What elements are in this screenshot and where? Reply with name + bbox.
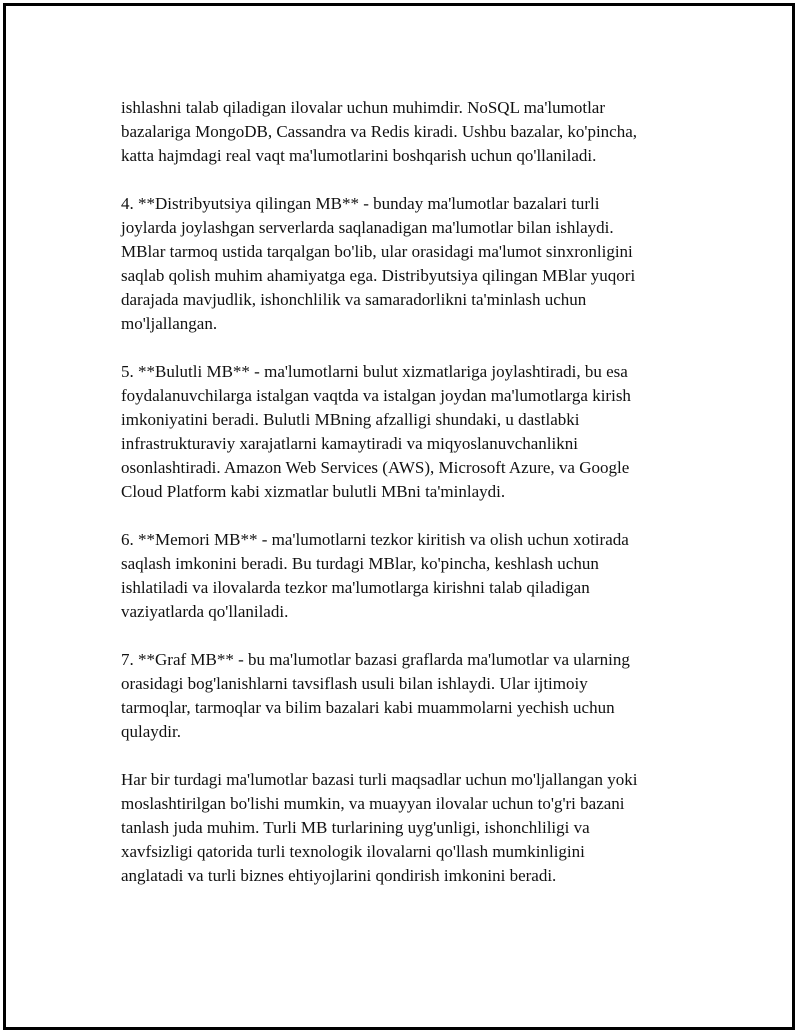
text-line: anglatadi va turli biznes ehtiyojlarini qondirish imkonini beradi. [121,866,557,885]
text-line: 5. **Bulutli MB** - ma'lumotlarni bulut xizmatlariga joylashtiradi, bu esa [121,362,628,381]
text-line: MBlar tarmoq ustida tarqalgan bo'lib, ular orasidagi ma'lumot sinxronligini [121,242,633,261]
text-line: 7. **Graf MB** - bu ma'lumotlar bazasi graflarda ma'lumotlar va ularning [121,650,630,669]
text-line: darajada mavjudlik, ishonchlilik va samaradorlikni ta'minlash uchun [121,290,587,309]
paragraph-cloud-db [121,360,701,504]
text-line: joylarda joylashgan serverlarda saqlanadigan ma'lumotlar bilan ishlaydi. [121,218,614,237]
page-frame [3,3,795,1030]
paragraph-memory-db [121,528,701,624]
text-line: saqlash imkonini beradi. Bu turdagi MBlar, ko'pincha, keshlash uchun [121,554,599,573]
text-line: orasidagi bog'lanishlarni tavsiflash usuli bilan ishlaydi. Ular ijtimoiy [121,674,588,693]
text-line: moslashtirilgan bo'lishi mumkin, va muayyan ilovalar uchun to'g'ri bazani [121,794,625,813]
text-line: 4. **Distribyutsiya qilingan MB** - bunday ma'lumotlar bazalari turli [121,194,600,213]
text-line: foydalanuvchilarga istalgan vaqtda va istalgan joydan ma'lumotlarga kirish [121,386,631,405]
text-line: tarmoqlar, tarmoqlar va bilim bazalari kabi muammolarni yechish uchun [121,698,615,717]
document-body [121,96,701,912]
text-line: 6. **Memori MB** - ma'lumotlarni tezkor kiritish va olish uchun xotirada [121,530,629,549]
text-line: ishlatiladi va ilovalarda tezkor ma'lumotlarga kirishni talab qiladigan [121,578,590,597]
text-line: imkoniyatini beradi. Bulutli MBning afzalligi shundaki, u dastlabki [121,410,580,429]
text-line: infrastrukturaviy xarajatlarni kamaytiradi va miqyoslanuvchanlikni [121,434,578,453]
text-line: bazalariga MongoDB, Cassandra va Redis kiradi. Ushbu bazalar, ko'pincha, [121,122,638,141]
paragraph-distributed-db [121,192,701,336]
text-line: osonlashtiradi. Amazon Web Services (AWS), Microsoft Azure, va Google [121,458,630,477]
text-line: xavfsizligi qatorida turli texnologik ilovalarni qo'llash mumkinligini [121,842,585,861]
text-line: ishlashni talab qiladigan ilovalar uchun muhimdir. NoSQL ma'lumotlar [121,98,606,117]
text-line: Har bir turdagi ma'lumotlar bazasi turli maqsadlar uchun mo'ljallangan yoki [121,770,638,789]
text-line: vaziyatlarda qo'llaniladi. [121,602,289,621]
paragraph-graph-db [121,648,701,744]
text-line: katta hajmdagi real vaqt ma'lumotlarini boshqarish uchun qo'llaniladi. [121,146,597,165]
text-line: qulaydir. [121,722,181,741]
paragraph-conclusion [121,768,701,888]
text-line: Cloud Platform kabi xizmatlar bulutli MBni ta'minlaydi. [121,482,506,501]
text-line: saqlab qolish muhim ahamiyatga ega. Distribyutsiya qilingan MBlar yuqori [121,266,636,285]
paragraph-nosql-continued [121,96,701,168]
text-line: tanlash juda muhim. Turli MB turlarining uyg'unligi, ishonchliligi va [121,818,590,837]
text-line: mo'ljallangan. [121,314,218,333]
